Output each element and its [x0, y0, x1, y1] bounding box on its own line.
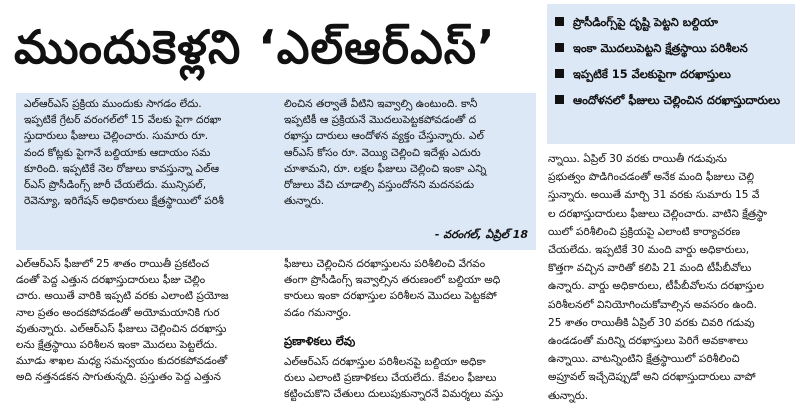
headline: ముందుకెళ్లని ‘ఎల్‌ఆర్‌ఎస్‌’: [14, 20, 496, 74]
section-subheading: ప్రణాళికలు లేవు: [284, 334, 356, 348]
body-column-2-top: [284, 256, 540, 326]
text-line: తంగా ప్రొసీడింగ్స్‌ ఇవ్వాల్సిన తరుణంలో బల్దియా అధి: [284, 274, 501, 287]
text-line: కూరింది. ఇప్పటికే నెల రోజులు కావస్తున్నా ఎల్‌ఆ: [24, 162, 220, 175]
body-column-1: [16, 256, 276, 406]
bullet-square-icon: [555, 95, 564, 104]
text-line: ల దరఖాస్తుదారులు ఫీజులు చెల్లించారు. వాటిని క్షేత్రస్థా: [548, 207, 767, 220]
text-line: స్తున్నారు. అయితే మార్చి 31 వరకు సుమారు 15 వే: [548, 189, 760, 202]
text-line: ఇప్పటికే గ్రేటర్‌ వరంగల్‌లో 15 వేలకు పైగా దరఖా: [24, 114, 222, 127]
bullet-square-icon: [555, 17, 564, 26]
text-line: రులు ఎలాంటి ప్రణాళికలు చేయలేదు. కేవలం ఫీజులు: [284, 372, 497, 385]
highlight-item: [555, 38, 791, 58]
text-line: వంద కోట్లకు పైగానే బల్దియాకు ఆదాయం సమ: [24, 146, 211, 159]
text-line: మూడు శాఖల మధ్య సమన్వయం కుదరకపోవడంతో: [16, 355, 228, 368]
text-line: ప్రభుత్వం పొడిగించడంతో అనేక మంది ఫీజులు చెల్లి: [548, 171, 755, 184]
text-line: కారులు ఇంకా దరఖాస్తుల పరిశీలన మొదలు పెట్టకపో: [284, 290, 497, 303]
text-line: వుతున్నారు. ఎల్‌ఆర్‌ఎస్‌ ఫీజులు చెల్లించిన దరఖాస్తు: [16, 322, 227, 335]
highlight-item: [555, 64, 791, 84]
text-line: డంతో పెద్ద ఎత్తున దరఖాస్తుదారులు ఫీజు చెల్లిం: [16, 274, 206, 287]
text-line: న్నాయి. ఏప్రిల్‌ 30 వరకు రాయితీ గడువును: [548, 153, 727, 165]
text-line: చేయలేదు. ఇప్పటికే 30 మంది వార్డు అధికారులు,: [548, 244, 750, 257]
text-line: యిలో పరిశీలించి ప్రక్రియపై ఎలాంటి కార్యాచరణ: [548, 225, 741, 238]
text-line: లించిన తర్వాతే వీటిని ఇవ్వాల్సి ఉంటుంది. కానీ: [284, 98, 478, 110]
highlight-text: ఆందోళనలో ఫీజులు చెల్లించిన దరఖాస్తుదారులు: [573, 93, 781, 107]
highlight-item: [555, 90, 791, 110]
highlight-item: [555, 12, 791, 32]
text-line: ఉన్నాయి. వాటన్నింటిని క్షేత్రస్థాయిలో పరిశీలించి: [548, 353, 740, 366]
highlight-text: ఇప్పటికే 15 వేలకుపైగా దరఖాస్తులు: [573, 67, 731, 81]
intro-column-2: [284, 96, 532, 216]
highlights-box: [547, 4, 795, 144]
body-column-3: [548, 150, 794, 412]
text-line: లను క్షేత్రస్థాయి పరిశీలన ఇంకా మొదలు పెట్టలేదు.: [16, 339, 218, 352]
text-line: ఇప్పటికీ ఆ ప్రక్రియనే మొదలుపెట్టకపోవడంతో ద: [284, 114, 477, 127]
text-line: కట్టించుకొని చేతులు దులుపుకున్నారనే విమర్శలు వస్తు: [284, 388, 504, 401]
text-line: 25 శాతం రాయితీకి ఏప్రిల్‌ 30 వరకు చివరి గడువు: [548, 316, 755, 329]
bullet-square-icon: [555, 43, 564, 52]
text-line: స్తుదారులు ఫీజులు చెల్లించారు. సుమారు రూ.: [24, 130, 209, 143]
highlight-text: ఇంకా మొదలుపెట్టని క్షేత్రస్థాయి పరిశీలన: [573, 41, 748, 55]
text-line: రెవెన్యూ, ఇరిగేషన్‌ అధికారులు క్షేత్రస్థాయిలో పరిశీ: [24, 195, 224, 208]
text-line: ఎల్‌ఆర్‌ఎస్‌ ప్రక్రియ ముందుకు సాగడం లేదు.: [24, 98, 202, 110]
text-line: చారు. అయితే వారికి ఇప్పటి వరకు ఎలాంటి ప్రయోజ: [16, 290, 229, 303]
text-line: ఫీజులు చెల్లించిన దరఖాస్తులను పరిశీలించి వేగవం: [284, 258, 486, 270]
text-line: ఉండడంతో మరిన్ని దరఖాస్తులు పెరిగే అవకాశాలు: [548, 335, 748, 348]
highlight-text: ప్రొసీడింగ్స్‌పై దృష్టి పెట్టని బల్దియా: [573, 15, 718, 29]
dateline: - వరంగల్‌, ఏప్రిల్‌ 18: [434, 228, 528, 241]
text-line: అది నత్తనడకన సాగుతున్నది. ప్రస్తుతం పెద్ద ఎత్తున: [16, 371, 221, 384]
text-line: రోజులు వేచి చూడాల్సి వస్తుందోనని మదనపడు: [284, 179, 475, 192]
text-line: అప్రూవల్‌ ఇచ్చేదెప్పుడో అని దరఖాస్తుదారులు వాపో: [548, 371, 756, 384]
text-line: కొత్తగా వచ్చిన వారితో కలిపి 21 మంది టీపీబీవోలు: [548, 262, 752, 275]
text-line: ఉన్నారు. వార్డు అధికారులు, టీపీబీవోలను దరఖాస్తుల: [548, 280, 764, 293]
bullet-square-icon: [555, 69, 564, 78]
text-line: పరిశీలనలో వినియోగించుకోవాల్సిన అవసరం ఉంది.: [548, 298, 757, 311]
text-line: ఎల్‌ఆర్‌ఎస్‌ దరఖాస్తుల పరిశీలనపై బల్దియా అధికా: [284, 356, 486, 368]
text-line: రఖాస్తు దారులు ఆందోళన వ్యక్తం చేస్తున్నారు. ఎల్‌: [284, 130, 484, 143]
text-line: తున్నారు.: [284, 195, 325, 208]
text-line: చూశామని, రూ. లక్షల ఫీజులు చెల్లించి ఇంకా ఎన్ని: [284, 162, 487, 175]
text-line: వడం గమనార్హం.: [284, 306, 352, 319]
intro-column-1: [24, 96, 276, 216]
text-line: ఆర్‌ఎస్‌ కోసం రూ. వెయ్యి చెల్లించి ఇదేళ్లు ఎదురు: [284, 146, 481, 159]
body-column-2-bottom: [284, 354, 540, 410]
text-line: ఎల్‌ఆర్‌ఎస్‌ ఫీజులో 25 శాతం రాయితీ ప్రకటించ: [16, 258, 210, 270]
text-line: తున్నారు.: [548, 389, 589, 402]
text-line: ర్‌ఎస్‌ ప్రొసీడింగ్స్‌ జారీ చేయలేదు. మున్సిపల్‌,: [24, 179, 207, 192]
text-line: నాల ప్రతం అందకపోవడంతో అయోమయానికి గుర: [16, 306, 220, 319]
